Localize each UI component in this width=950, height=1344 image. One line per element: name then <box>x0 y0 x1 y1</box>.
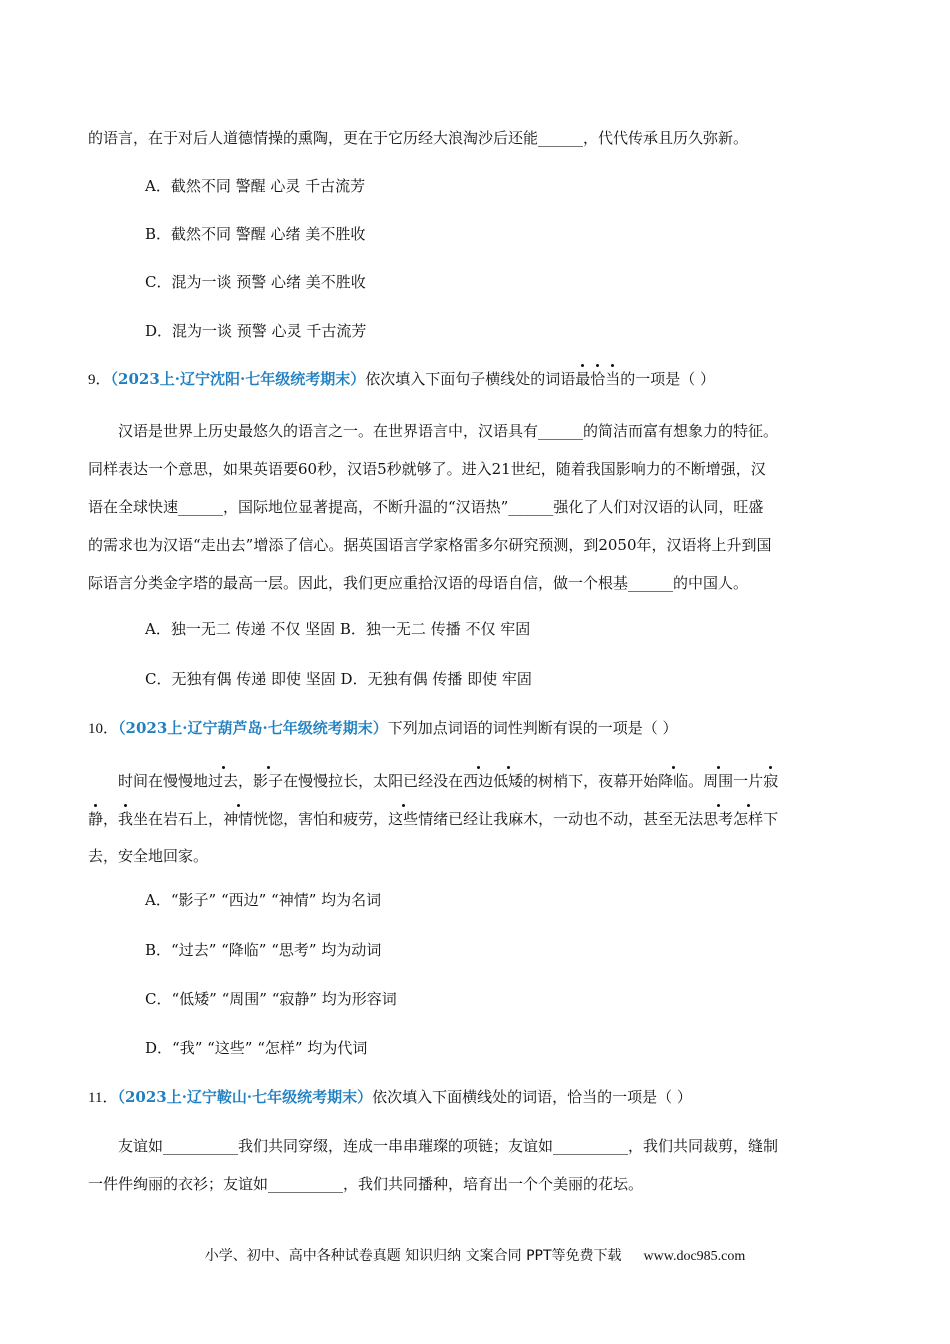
q8-option-c[interactable]: C．混为一谈 预警 心绪 美不胜收 <box>145 273 366 291</box>
q9-stem-a: 依次填入下面句子横线处的词语 <box>365 370 576 388</box>
dotted-word-diai: 低矮 <box>493 772 524 790</box>
q11-source: （2023上·辽宁鞍山·七年级统考期末） <box>117 1088 373 1106</box>
q8-option-a[interactable]: A．截然不同 警醒 心灵 千古流芳 <box>145 177 366 195</box>
emphasis-dot-3: 当 <box>605 370 621 388</box>
q9-passage-line-4: 的需求也为汉语“走出去”增添了信心。据英国语言学家格雷多尔研究预测，到2050年，汉语将上升到国 <box>88 536 772 554</box>
emphasis-dot-1: 最 <box>575 370 591 388</box>
dotted-word-zhouwei: 周围 <box>703 772 734 790</box>
q9-passage-line-2: 同样表达一个意思，如果英语要60秒，汉语5秒就够了。进入21世纪，随着我国影响力的不断增强，汉 <box>88 460 766 478</box>
text-run: 的树梢下，夜幕开始 <box>523 772 659 790</box>
q11-heading <box>88 1087 878 1108</box>
q10-passage-line-2 <box>88 809 878 829</box>
q9-source: （2023上·辽宁沈阳·七年级统考期末） <box>110 370 366 388</box>
q10-source: （2023上·辽宁葫芦岛·七年级统考期末） <box>118 719 388 737</box>
q10-heading <box>88 718 878 739</box>
q10-passage-line-3: 去，安全地回家。 <box>88 847 209 865</box>
q9-number: 9． <box>88 372 111 388</box>
text-run: 。 <box>688 772 704 790</box>
dotted-word-xibian: 西边 <box>463 772 494 790</box>
text-run: 在慢慢拉长，太阳已经没在 <box>283 772 464 790</box>
q9-heading <box>88 369 878 390</box>
q9-passage-line-3: 语在全球快速______，国际地位显著提高，不断升温的“汉语热”______强化了人们对汉语的认同，旺盛 <box>88 498 764 516</box>
dotted-word-jianglin: 降临 <box>658 772 689 790</box>
text-run: 下 <box>763 810 779 828</box>
q8-option-b[interactable]: B．截然不同 警醒 心绪 美不胜收 <box>145 225 366 243</box>
text-run: ， <box>103 810 119 828</box>
dotted-word-guoqu: 过去 <box>208 772 239 790</box>
q11-stem: 依次填入下面横线处的词语，恰当的一项是（ ） <box>372 1088 692 1106</box>
q9-passage-line-1: 汉语是世界上历史最悠久的语言之一。在世界语言中，汉语具有______的简洁而富有想象力的特征。 <box>118 422 779 440</box>
page-footer <box>0 1245 950 1265</box>
footer-text: 小学、初中、高中各种试卷真题 知识归纳 文案合同 PPT等免费下载 <box>204 1248 622 1264</box>
dotted-word-zenyang: 怎样 <box>733 810 764 828</box>
q10-passage-line-1 <box>118 771 908 791</box>
emphasis-dot-2: 恰 <box>590 370 606 388</box>
dotted-word-jing: 静 <box>88 810 104 828</box>
text-run: 时间在慢慢地 <box>118 772 209 790</box>
q10-option-a[interactable]: A．“影子” “西边” “神情” 均为名词 <box>145 891 382 909</box>
dotted-word-shenqing: 神情 <box>223 810 254 828</box>
q10-option-b[interactable]: B．“过去” “降临” “思考” 均为动词 <box>145 941 382 959</box>
q10-stem: 下列加点词语的词性判断有误的一项是（ ） <box>387 719 678 737</box>
dotted-word-zhexie: 这些 <box>388 810 419 828</box>
q9-passage-line-5: 际语言分类金字塔的最高一层。因此，我们更应重拾汉语的母语自信，做一个根基______的中国人。 <box>88 574 749 592</box>
q11-passage-line-1: 友谊如__________我们共同穿缀，连成一串串璀璨的项链；友谊如__________，我们共同裁剪，缝制 <box>118 1137 779 1155</box>
q10-option-c[interactable]: C．“低矮” “周围” “寂静” 均为形容词 <box>145 990 397 1008</box>
text-run: 一片 <box>733 772 764 790</box>
q11-passage-line-2: 一件件绚丽的衣衫；友谊如__________，我们共同播种，培育出一个个美丽的花坛。 <box>88 1175 644 1193</box>
q9-stem-emphasis <box>575 370 620 388</box>
q9-stem-b: 的一项是（ ） <box>620 370 716 388</box>
q8-passage-tail: 的语言，在于对后人道德情操的熏陶，更在于它历经大浪淘沙后还能______，代代传承且历久弥新。 <box>88 129 749 147</box>
dotted-word-wo: 我 <box>118 810 134 828</box>
text-run: 恍惚，害怕和疲劳， <box>253 810 389 828</box>
footer-url[interactable]: www.doc985.com <box>643 1249 746 1264</box>
text-run: 坐在岩石上， <box>133 810 224 828</box>
q11-number: 11． <box>88 1090 118 1106</box>
q9-options-row-2[interactable]: C．无独有偶 传递 即使 坚固 D．无独有偶 传播 即使 牢固 <box>145 670 532 688</box>
text-run: ， <box>238 772 254 790</box>
dotted-word-ji: 寂 <box>763 772 779 790</box>
q8-option-d[interactable]: D．混为一谈 预警 心灵 千古流芳 <box>145 322 367 340</box>
q10-number: 10． <box>88 721 119 737</box>
q10-option-d[interactable]: D．“我” “这些” “怎样” 均为代词 <box>145 1039 368 1057</box>
dotted-word-yingzi: 影子 <box>253 772 284 790</box>
text-run: 情绪已经让我麻木，一动也不动，甚至无法 <box>418 810 704 828</box>
q9-options-row-1[interactable]: A．独一无二 传递 不仅 坚固 B．独一无二 传播 不仅 牢固 <box>145 620 531 638</box>
dotted-word-sikao: 思考 <box>703 810 734 828</box>
